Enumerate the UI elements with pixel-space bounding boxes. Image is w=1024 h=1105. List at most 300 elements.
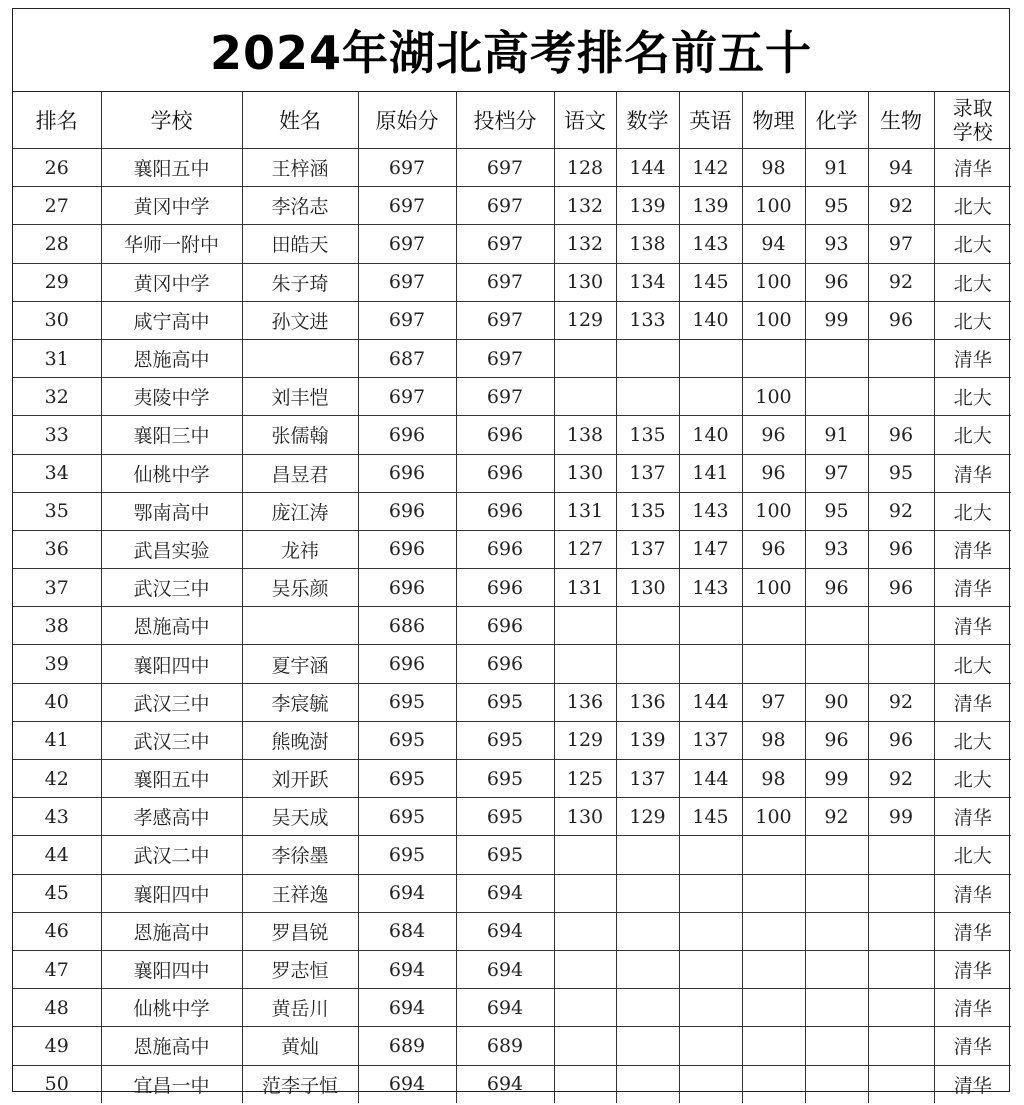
cell-chinese — [554, 874, 616, 912]
table-row — [13, 454, 1011, 492]
cell-chinese: 129 — [554, 301, 616, 339]
cell-rank: 26 — [13, 149, 101, 187]
cell-chinese: 127 — [554, 530, 616, 568]
cell-biology — [868, 339, 934, 377]
cell-chinese — [554, 989, 616, 1027]
cell-admitted-school: 清华 — [934, 607, 1011, 645]
cell-name: 夏宇涵 — [242, 645, 358, 683]
cell-biology — [868, 836, 934, 874]
cell-admitted-school: 北大 — [934, 378, 1011, 416]
cell-biology — [868, 607, 934, 645]
cell-math: 139 — [616, 187, 679, 225]
cell-admitted-school: 清华 — [934, 1065, 1011, 1103]
cell-name: 罗志恒 — [242, 950, 358, 988]
cell-physics — [742, 607, 805, 645]
cell-name: 吴乐颜 — [242, 569, 358, 607]
cell-physics: 94 — [742, 225, 805, 263]
header-chemistry: 化学 — [805, 92, 868, 149]
cell-school: 武昌实验 — [101, 530, 242, 568]
cell-admitted-school: 清华 — [934, 149, 1011, 187]
cell-english — [679, 1065, 742, 1103]
cell-admitted-school: 清华 — [934, 950, 1011, 988]
cell-english: 137 — [679, 721, 742, 759]
cell-chinese: 128 — [554, 149, 616, 187]
cell-chinese — [554, 950, 616, 988]
table-row — [13, 912, 1011, 950]
cell-rank: 34 — [13, 454, 101, 492]
cell-physics: 96 — [742, 454, 805, 492]
cell-filing-score: 697 — [456, 225, 554, 263]
cell-rank: 30 — [13, 301, 101, 339]
cell-biology — [868, 912, 934, 950]
cell-rank: 31 — [13, 339, 101, 377]
cell-chemistry: 99 — [805, 301, 868, 339]
cell-rank: 44 — [13, 836, 101, 874]
cell-physics: 100 — [742, 263, 805, 301]
cell-chinese — [554, 607, 616, 645]
cell-chinese — [554, 1065, 616, 1103]
table-row — [13, 798, 1011, 836]
table-row — [13, 760, 1011, 798]
page-title: 2024年湖北高考排名前五十 — [13, 9, 1009, 92]
cell-filing-score: 695 — [456, 760, 554, 798]
cell-math — [616, 378, 679, 416]
cell-english — [679, 874, 742, 912]
cell-chemistry: 96 — [805, 721, 868, 759]
cell-english — [679, 950, 742, 988]
cell-rank: 45 — [13, 874, 101, 912]
cell-physics: 100 — [742, 798, 805, 836]
table-row — [13, 989, 1011, 1027]
cell-school: 武汉二中 — [101, 836, 242, 874]
header-math: 数学 — [616, 92, 679, 149]
cell-raw-score: 696 — [358, 416, 456, 454]
cell-filing-score: 697 — [456, 263, 554, 301]
cell-school: 宜昌一中 — [101, 1065, 242, 1103]
cell-chemistry: 91 — [805, 416, 868, 454]
cell-math: 134 — [616, 263, 679, 301]
cell-biology: 92 — [868, 683, 934, 721]
cell-chinese — [554, 836, 616, 874]
cell-filing-score: 696 — [456, 454, 554, 492]
cell-filing-score: 697 — [456, 187, 554, 225]
cell-physics: 100 — [742, 187, 805, 225]
cell-raw-score: 695 — [358, 760, 456, 798]
cell-school: 武汉三中 — [101, 569, 242, 607]
cell-physics — [742, 1027, 805, 1065]
cell-admitted-school: 清华 — [934, 798, 1011, 836]
cell-physics: 98 — [742, 721, 805, 759]
cell-chinese: 131 — [554, 569, 616, 607]
cell-chinese — [554, 339, 616, 377]
cell-raw-score: 694 — [358, 1065, 456, 1103]
cell-admitted-school: 清华 — [934, 912, 1011, 950]
cell-name: 范李子恒 — [242, 1065, 358, 1103]
cell-name: 张儒翰 — [242, 416, 358, 454]
cell-english — [679, 607, 742, 645]
cell-school: 襄阳四中 — [101, 874, 242, 912]
cell-raw-score: 686 — [358, 607, 456, 645]
cell-raw-score: 694 — [358, 874, 456, 912]
cell-name: 李徐墨 — [242, 836, 358, 874]
cell-biology: 96 — [868, 301, 934, 339]
cell-biology: 97 — [868, 225, 934, 263]
cell-physics: 97 — [742, 683, 805, 721]
cell-chinese: 136 — [554, 683, 616, 721]
cell-school: 恩施高中 — [101, 607, 242, 645]
cell-chemistry — [805, 645, 868, 683]
cell-biology — [868, 874, 934, 912]
cell-physics: 96 — [742, 530, 805, 568]
cell-rank: 28 — [13, 225, 101, 263]
cell-english: 145 — [679, 263, 742, 301]
header-school: 学校 — [101, 92, 242, 149]
cell-school: 武汉三中 — [101, 683, 242, 721]
cell-raw-score: 684 — [358, 912, 456, 950]
cell-admitted-school: 北大 — [934, 263, 1011, 301]
cell-admitted-school: 清华 — [934, 569, 1011, 607]
cell-english — [679, 912, 742, 950]
cell-biology: 96 — [868, 721, 934, 759]
cell-english — [679, 989, 742, 1027]
table-row — [13, 339, 1011, 377]
cell-english: 144 — [679, 683, 742, 721]
cell-admitted-school: 清华 — [934, 874, 1011, 912]
header-rank: 排名 — [13, 92, 101, 149]
cell-rank: 36 — [13, 530, 101, 568]
cell-raw-score: 697 — [358, 149, 456, 187]
cell-school: 襄阳五中 — [101, 149, 242, 187]
cell-filing-score: 697 — [456, 339, 554, 377]
cell-filing-score: 697 — [456, 149, 554, 187]
cell-chinese — [554, 645, 616, 683]
table-row — [13, 530, 1011, 568]
cell-raw-score: 696 — [358, 569, 456, 607]
cell-chinese: 130 — [554, 263, 616, 301]
cell-biology — [868, 1065, 934, 1103]
cell-filing-score: 695 — [456, 721, 554, 759]
cell-biology: 96 — [868, 569, 934, 607]
cell-chemistry — [805, 1065, 868, 1103]
cell-math — [616, 1065, 679, 1103]
cell-filing-score: 694 — [456, 874, 554, 912]
cell-chemistry: 95 — [805, 492, 868, 530]
cell-admitted-school: 北大 — [934, 760, 1011, 798]
cell-math: 138 — [616, 225, 679, 263]
cell-filing-score: 694 — [456, 989, 554, 1027]
table-row — [13, 301, 1011, 339]
cell-biology: 96 — [868, 416, 934, 454]
cell-school: 鄂南高中 — [101, 492, 242, 530]
cell-raw-score: 694 — [358, 989, 456, 1027]
cell-raw-score: 689 — [358, 1027, 456, 1065]
cell-english: 143 — [679, 225, 742, 263]
cell-physics: 100 — [742, 301, 805, 339]
cell-rank: 46 — [13, 912, 101, 950]
cell-name: 刘丰恺 — [242, 378, 358, 416]
cell-biology — [868, 989, 934, 1027]
cell-chemistry — [805, 607, 868, 645]
table-body — [13, 149, 1011, 1103]
cell-chemistry: 93 — [805, 530, 868, 568]
cell-chemistry — [805, 950, 868, 988]
cell-rank: 42 — [13, 760, 101, 798]
cell-math: 137 — [616, 454, 679, 492]
cell-rank: 40 — [13, 683, 101, 721]
cell-rank: 49 — [13, 1027, 101, 1065]
cell-english: 145 — [679, 798, 742, 836]
cell-name: 吴天成 — [242, 798, 358, 836]
cell-admitted-school: 北大 — [934, 416, 1011, 454]
header-physics: 物理 — [742, 92, 805, 149]
cell-filing-score: 696 — [456, 492, 554, 530]
cell-math: 135 — [616, 492, 679, 530]
cell-raw-score: 697 — [358, 263, 456, 301]
cell-english: 144 — [679, 760, 742, 798]
cell-admitted-school: 清华 — [934, 339, 1011, 377]
cell-chinese: 129 — [554, 721, 616, 759]
cell-biology: 96 — [868, 530, 934, 568]
cell-school: 恩施高中 — [101, 1027, 242, 1065]
table-row — [13, 1027, 1011, 1065]
cell-math: 137 — [616, 760, 679, 798]
cell-name: 黄岳川 — [242, 989, 358, 1027]
table-row — [13, 378, 1011, 416]
cell-school: 襄阳五中 — [101, 760, 242, 798]
cell-physics — [742, 874, 805, 912]
table-row — [13, 1065, 1011, 1103]
cell-chinese — [554, 1027, 616, 1065]
cell-rank: 50 — [13, 1065, 101, 1103]
cell-rank: 47 — [13, 950, 101, 988]
cell-chemistry: 96 — [805, 263, 868, 301]
cell-math: 129 — [616, 798, 679, 836]
cell-math — [616, 950, 679, 988]
header-filing-score: 投档分 — [456, 92, 554, 149]
cell-chinese: 130 — [554, 454, 616, 492]
cell-english: 139 — [679, 187, 742, 225]
cell-math: 130 — [616, 569, 679, 607]
cell-physics: 100 — [742, 378, 805, 416]
cell-raw-score: 696 — [358, 454, 456, 492]
cell-english: 140 — [679, 301, 742, 339]
cell-biology — [868, 950, 934, 988]
cell-english: 142 — [679, 149, 742, 187]
cell-name: 李宸毓 — [242, 683, 358, 721]
cell-physics: 100 — [742, 569, 805, 607]
cell-chemistry — [805, 378, 868, 416]
cell-english: 141 — [679, 454, 742, 492]
cell-biology: 92 — [868, 760, 934, 798]
cell-filing-score: 696 — [456, 569, 554, 607]
cell-english — [679, 378, 742, 416]
cell-filing-score: 694 — [456, 950, 554, 988]
cell-raw-score: 696 — [358, 645, 456, 683]
cell-biology: 94 — [868, 149, 934, 187]
cell-english — [679, 645, 742, 683]
cell-english: 140 — [679, 416, 742, 454]
cell-school: 黄冈中学 — [101, 263, 242, 301]
cell-name: 朱子琦 — [242, 263, 358, 301]
cell-biology: 92 — [868, 187, 934, 225]
cell-chemistry — [805, 1027, 868, 1065]
cell-english: 143 — [679, 569, 742, 607]
cell-rank: 48 — [13, 989, 101, 1027]
table-row — [13, 149, 1011, 187]
cell-school: 仙桃中学 — [101, 454, 242, 492]
cell-chemistry — [805, 339, 868, 377]
table-row — [13, 569, 1011, 607]
cell-school: 襄阳三中 — [101, 416, 242, 454]
cell-raw-score: 696 — [358, 530, 456, 568]
cell-raw-score: 697 — [358, 378, 456, 416]
cell-raw-score: 696 — [358, 492, 456, 530]
cell-math — [616, 874, 679, 912]
cell-physics: 96 — [742, 416, 805, 454]
cell-chemistry: 92 — [805, 798, 868, 836]
cell-english — [679, 836, 742, 874]
cell-chemistry: 99 — [805, 760, 868, 798]
cell-filing-score: 696 — [456, 530, 554, 568]
cell-filing-score: 697 — [456, 301, 554, 339]
cell-raw-score: 687 — [358, 339, 456, 377]
cell-english — [679, 1027, 742, 1065]
cell-math: 133 — [616, 301, 679, 339]
cell-chemistry: 93 — [805, 225, 868, 263]
cell-chinese: 130 — [554, 798, 616, 836]
cell-name: 熊晚澍 — [242, 721, 358, 759]
cell-admitted-school: 清华 — [934, 683, 1011, 721]
cell-physics — [742, 1065, 805, 1103]
header-raw-score: 原始分 — [358, 92, 456, 149]
table-row — [13, 645, 1011, 683]
cell-filing-score: 695 — [456, 798, 554, 836]
cell-rank: 27 — [13, 187, 101, 225]
cell-rank: 37 — [13, 569, 101, 607]
cell-chinese: 132 — [554, 225, 616, 263]
cell-filing-score: 694 — [456, 912, 554, 950]
cell-name: 黄灿 — [242, 1027, 358, 1065]
table-row — [13, 416, 1011, 454]
cell-name: 庞江涛 — [242, 492, 358, 530]
cell-school: 咸宁高中 — [101, 301, 242, 339]
cell-physics — [742, 912, 805, 950]
header-row — [13, 92, 1011, 149]
cell-rank: 39 — [13, 645, 101, 683]
table-row — [13, 492, 1011, 530]
cell-raw-score: 695 — [358, 798, 456, 836]
cell-biology — [868, 645, 934, 683]
cell-math — [616, 607, 679, 645]
cell-filing-score: 695 — [456, 836, 554, 874]
cell-chinese — [554, 912, 616, 950]
header-name: 姓名 — [242, 92, 358, 149]
cell-name: 昌昱君 — [242, 454, 358, 492]
cell-physics: 100 — [742, 492, 805, 530]
table-row — [13, 721, 1011, 759]
cell-math — [616, 339, 679, 377]
table-row — [13, 607, 1011, 645]
header-chinese: 语文 — [554, 92, 616, 149]
table-row — [13, 263, 1011, 301]
cell-physics — [742, 836, 805, 874]
cell-biology: 92 — [868, 492, 934, 530]
cell-name: 李洺志 — [242, 187, 358, 225]
cell-school: 华师一附中 — [101, 225, 242, 263]
cell-math: 135 — [616, 416, 679, 454]
cell-biology: 92 — [868, 263, 934, 301]
cell-filing-score: 696 — [456, 645, 554, 683]
cell-chinese: 138 — [554, 416, 616, 454]
table-row — [13, 836, 1011, 874]
cell-biology — [868, 1027, 934, 1065]
cell-biology: 99 — [868, 798, 934, 836]
cell-rank: 32 — [13, 378, 101, 416]
cell-chemistry — [805, 836, 868, 874]
cell-school: 夷陵中学 — [101, 378, 242, 416]
cell-chinese: 125 — [554, 760, 616, 798]
cell-name: 王祥逸 — [242, 874, 358, 912]
table-row — [13, 225, 1011, 263]
cell-english — [679, 339, 742, 377]
ranking-sheet — [12, 8, 1010, 1097]
cell-filing-score: 696 — [456, 416, 554, 454]
cell-math — [616, 912, 679, 950]
cell-filing-score: 696 — [456, 607, 554, 645]
cell-school: 黄冈中学 — [101, 187, 242, 225]
cell-rank: 35 — [13, 492, 101, 530]
cell-raw-score: 697 — [358, 225, 456, 263]
cell-math — [616, 645, 679, 683]
cell-chemistry: 97 — [805, 454, 868, 492]
cell-name: 田皓天 — [242, 225, 358, 263]
cell-english: 143 — [679, 492, 742, 530]
cell-chinese: 131 — [554, 492, 616, 530]
cell-biology — [868, 378, 934, 416]
cell-physics — [742, 950, 805, 988]
cell-physics — [742, 989, 805, 1027]
header-admitted-school: 录取 学校 — [934, 92, 1011, 149]
cell-math — [616, 836, 679, 874]
cell-admitted-school: 清华 — [934, 1027, 1011, 1065]
cell-chemistry — [805, 874, 868, 912]
cell-school: 仙桃中学 — [101, 989, 242, 1027]
cell-physics — [742, 339, 805, 377]
cell-school: 襄阳四中 — [101, 645, 242, 683]
cell-chemistry — [805, 912, 868, 950]
cell-filing-score: 694 — [456, 1065, 554, 1103]
cell-math: 137 — [616, 530, 679, 568]
cell-filing-score: 697 — [456, 378, 554, 416]
cell-rank: 29 — [13, 263, 101, 301]
cell-english: 147 — [679, 530, 742, 568]
cell-school: 襄阳四中 — [101, 950, 242, 988]
table-row — [13, 683, 1011, 721]
cell-filing-score: 689 — [456, 1027, 554, 1065]
table-row — [13, 187, 1011, 225]
cell-chinese — [554, 378, 616, 416]
cell-admitted-school: 清华 — [934, 530, 1011, 568]
cell-math: 139 — [616, 721, 679, 759]
cell-physics: 98 — [742, 149, 805, 187]
cell-school: 恩施高中 — [101, 912, 242, 950]
cell-name: 王梓涵 — [242, 149, 358, 187]
cell-name: 罗昌锐 — [242, 912, 358, 950]
cell-raw-score: 694 — [358, 950, 456, 988]
cell-admitted-school: 清华 — [934, 989, 1011, 1027]
header-english: 英语 — [679, 92, 742, 149]
cell-admitted-school: 清华 — [934, 454, 1011, 492]
